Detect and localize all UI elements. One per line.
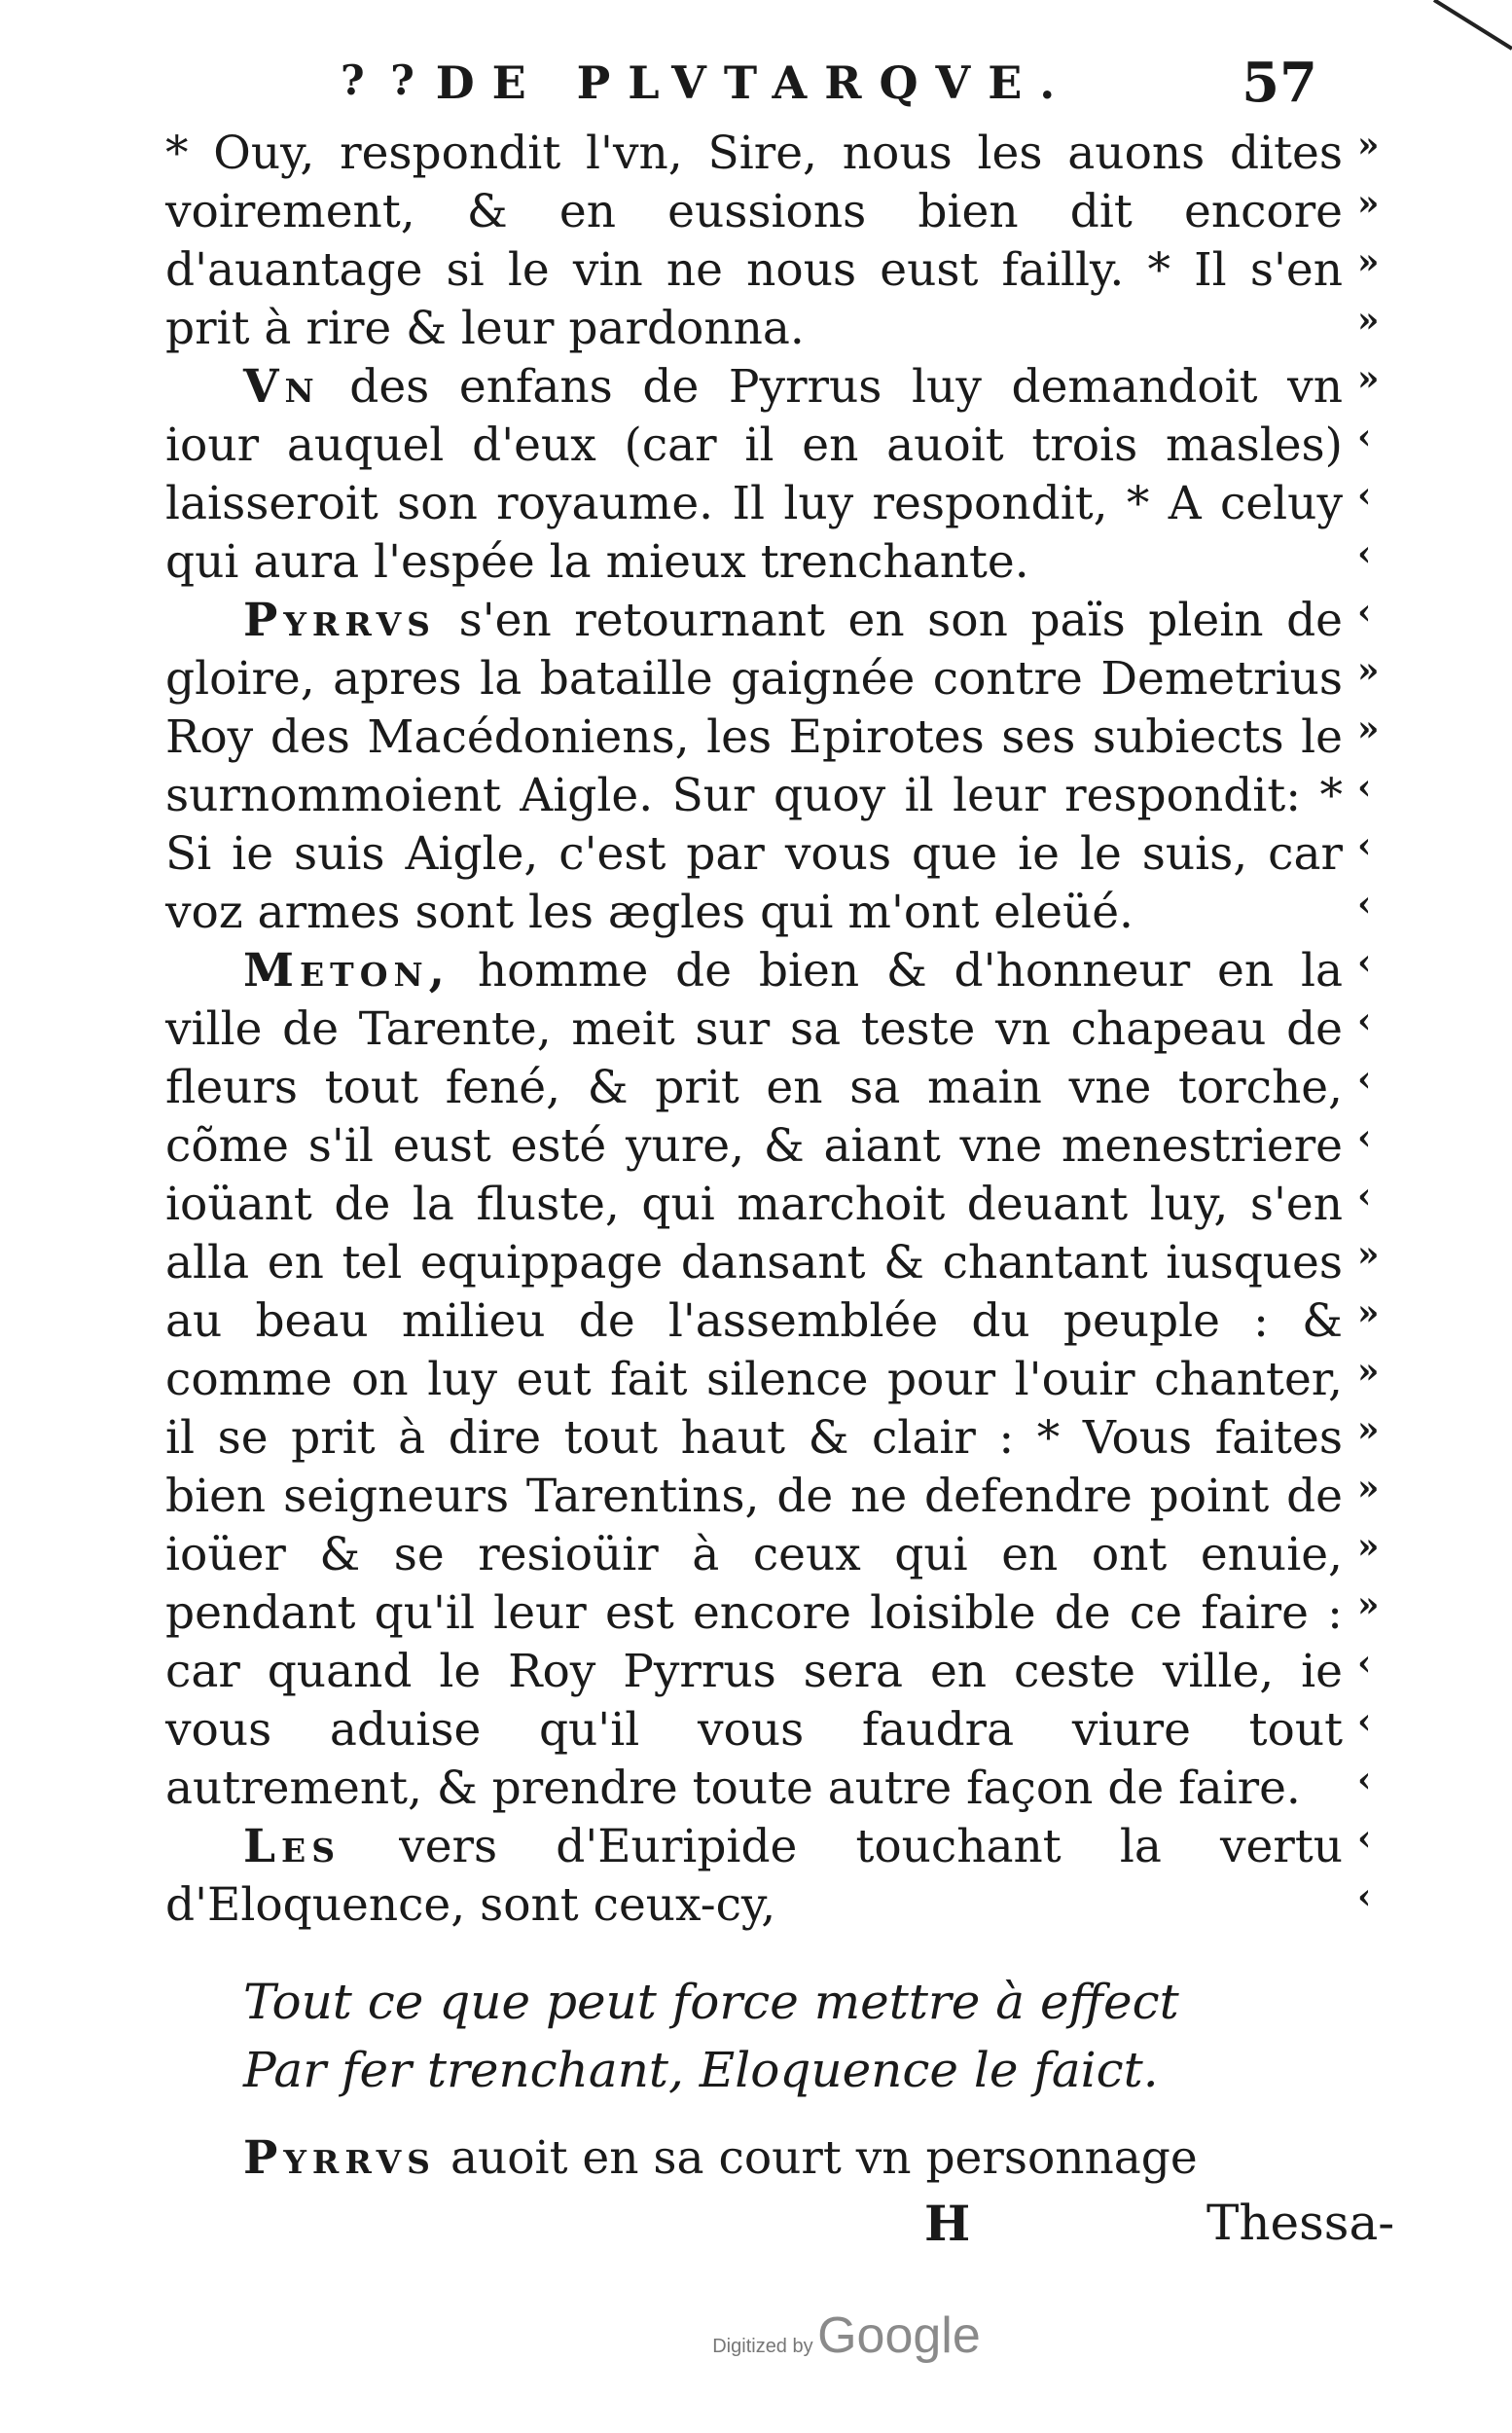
signature-mark: H: [924, 2195, 971, 2252]
watermark-prefix: Digitized by: [712, 2336, 813, 2357]
margin-mark: »: [1357, 1526, 1380, 1567]
margin-mark: ‹: [1357, 475, 1372, 516]
paragraph: [165, 592, 1343, 942]
margin-mark: ‹: [1357, 1701, 1372, 1742]
margin-mark: ‹: [1357, 1000, 1372, 1041]
margin-mark: »: [1357, 1468, 1380, 1508]
margin-mark: ‹: [1357, 1818, 1372, 1859]
margin-mark: »: [1357, 1234, 1380, 1275]
paragraph-lead: Vn: [243, 360, 320, 414]
paragraph-lead: Meton,: [243, 944, 451, 998]
margin-mark: »: [1357, 1292, 1380, 1333]
margin-mark: »: [1357, 241, 1380, 282]
paragraph: [165, 1818, 1343, 1935]
margin-mark: ‹: [1357, 592, 1372, 633]
margin-mark: »: [1357, 708, 1380, 749]
header-ornament: ? ?: [341, 56, 420, 104]
margin-mark: »: [1357, 1409, 1380, 1450]
margin-mark: »: [1357, 183, 1380, 224]
paragraph-text: homme de bien & d'honneur en la ville de Tarente, meit sur sa teste vn chapeau de fleurs tout fené, & prit en sa main vne torche, cõme s'il eust esté yure, & aiant vne menestriere ioüant de la fluste, qui marchoit deuant luy, s'en alla en tel equippage dansant & chantant iusques au beau milieu de l'assemblée du peuple : & comme on luy eut fait silence pour l'ouir chanter, il se prit à dire tout haut & clair : * Vous faites bien seigneurs Tarentins, de ne defendre point de ioüer & se resioüir à ceux qui en ont enuie, pendant qu'il leur est encore loisible de ce faire : car quand le Roy Pyrrus sera en ceste ville, ie vous aduise qu'il vous faudra viure tout autrement, & prendre toute autre façon de faire.: [165, 944, 1343, 1815]
margin-mark: ‹: [1357, 417, 1372, 457]
paragraph: [165, 358, 1343, 592]
paragraph-text: * Ouy, respondit l'vn, Sire, nous les auons dites voirement, & en eussions bien dit encore d'auantage si le vin ne nous eust failly. * Il s'en prit à rire & leur pardonna.: [165, 127, 1343, 355]
margin-mark: ‹: [1357, 884, 1372, 925]
paragraph-text: vers d'Euripide touchant la vertu d'Eloquence, sont ceux-cy,: [165, 1820, 1343, 1932]
paragraph-text: s'en retournant en son païs plein de gloire, apres la bataille gaignée contre Demetrius Roy des Macédoniens, les Epirotes ses subiects le surnommoient Aigle. Sur quoy il leur respondit: * Si ie suis Aigle, c'est par vous que ie le suis, car voz armes sont les ægles qui m'ont eleüé.: [165, 594, 1343, 939]
margin-mark: »: [1357, 358, 1380, 399]
body-text: [165, 125, 1343, 1935]
paragraph: [165, 125, 1343, 358]
margin-mark: »: [1357, 1351, 1380, 1392]
margin-mark: ‹: [1357, 767, 1372, 808]
paragraph-lead: Pyrrvs: [243, 2131, 437, 2185]
page-number: 57: [1242, 51, 1317, 115]
margin-mark: »: [1357, 300, 1380, 341]
verse-line: Par fer trenchant, Eloquence le faict.: [243, 2042, 1159, 2098]
margin-mark: »: [1357, 125, 1380, 165]
margin-mark: »: [1357, 650, 1380, 691]
margin-mark: ‹: [1357, 942, 1372, 983]
running-title: DE PLVTARQVE.: [435, 56, 1073, 109]
paragraph-lead: Pyrrvs: [243, 594, 437, 647]
margin-mark: ‹: [1357, 1643, 1372, 1684]
paragraph: [165, 942, 1343, 1818]
margin-mark: ‹: [1357, 1059, 1372, 1100]
verse-quotation: [243, 1968, 1216, 2104]
digitization-watermark: [671, 2306, 1022, 2365]
page-corner-fold: [1395, 0, 1512, 58]
paragraph-text: auoit en sa court vn personnage: [436, 2131, 1198, 2185]
verse-line: Tout ce que peut force mettre à effect: [243, 1974, 1179, 2030]
paragraph-lead: Les: [243, 1820, 342, 1873]
margin-mark: ‹: [1357, 1176, 1372, 1216]
closing-line: [243, 2129, 1343, 2188]
margin-mark: »: [1357, 1584, 1380, 1625]
margin-mark: ‹: [1357, 1117, 1372, 1158]
margin-mark: ‹: [1357, 825, 1372, 866]
margin-mark: ‹: [1357, 1876, 1372, 1917]
catchword: Thessa-: [1206, 2195, 1395, 2251]
paragraph-text: des enfans de Pyrrus luy demandoit vn iour auquel d'eux (car il en auoit trois masles) laisseroit son royaume. Il luy respondit, * A celuy qui aura l'espée la mieux trenchante.: [165, 360, 1343, 589]
margin-mark: ‹: [1357, 533, 1372, 574]
watermark-brand: Google: [817, 2307, 981, 2364]
margin-mark: ‹: [1357, 1760, 1372, 1800]
